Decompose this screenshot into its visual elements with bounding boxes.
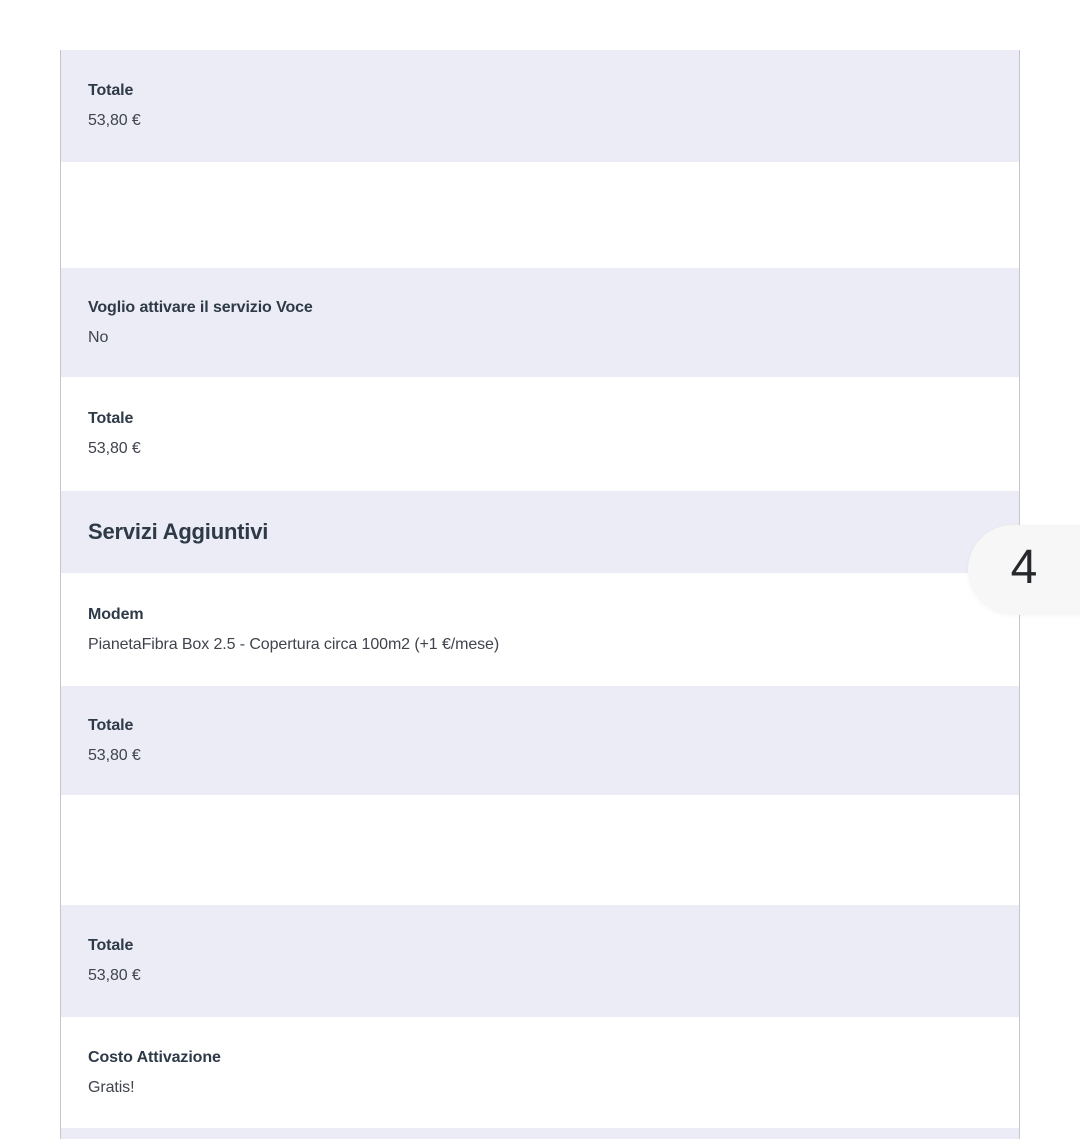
summary-row-servizio-voce [61,268,1019,377]
row-value: 53,80 € [88,440,141,457]
summary-row-empty-2 [61,795,1019,905]
row-value: PianetaFibra Box 2.5 - Copertura circa 100m2 (+1 €/mese) [88,635,500,653]
row-value: 53,80 € [88,746,141,764]
summary-row-costo-attivazione [61,1017,1019,1128]
row-value: 53,80 € [88,112,141,129]
section-heading-row [61,491,1019,573]
row-value: No [88,328,109,346]
summary-row-totale-1 [61,50,1019,162]
row-value: 53,80 € [88,967,141,984]
summary-row-modem [61,573,1019,686]
row-label: Totale [88,716,134,734]
summary-row-totale-4 [61,905,1019,1017]
row-label: Voglio attivare il servizio Voce [88,298,313,316]
row-label: Modem [88,605,144,623]
section-heading: Servizi Aggiuntivi [88,519,269,544]
summary-row-totale-2 [61,377,1019,491]
page-counter-value: 4 [1010,541,1038,594]
summary-row-empty-1 [61,162,1019,268]
row-label: Costo Attivazione [88,1048,221,1066]
row-label: Totale [88,937,134,954]
order-summary-panel [60,50,1020,1139]
summary-row-totale-3 [61,686,1019,795]
row-label: Totale [88,82,134,99]
row-label: Totale [88,410,134,427]
summary-row-partial-bottom [61,1128,1019,1139]
page-counter-badge[interactable] [968,525,1080,615]
row-value: Gratis! [88,1078,135,1096]
